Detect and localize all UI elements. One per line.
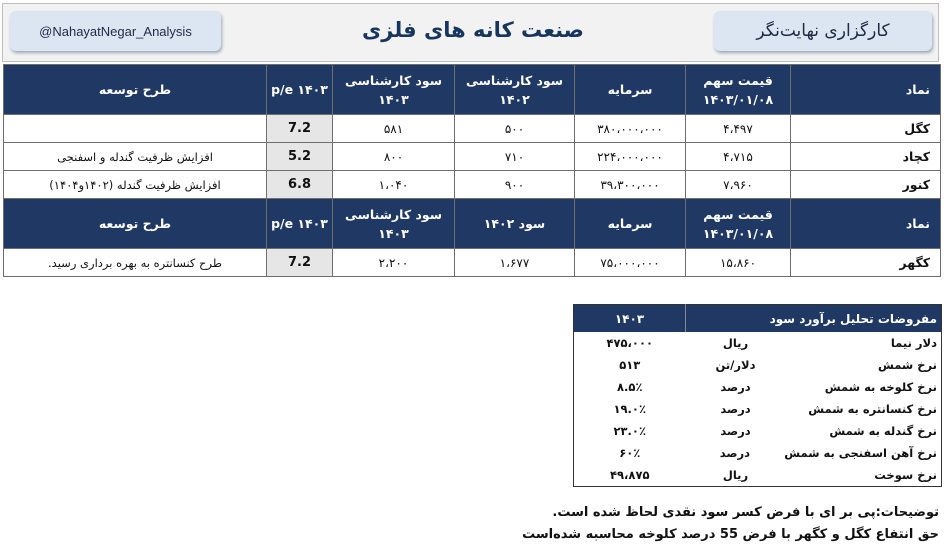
assumption-unit: درصد xyxy=(719,446,750,460)
assumption-unit: درصد xyxy=(720,402,751,416)
row-plan: افزایش ظرفیت گندله (۱۴۰۲و۱۴۰۴) xyxy=(4,171,267,199)
brand-badge xyxy=(714,11,932,51)
row-symbol: کگهر xyxy=(791,249,941,277)
header2-eps1403-year: ۱۴۰۳ xyxy=(378,225,409,241)
row-capital: ۷۵،۰۰۰،۰۰۰ xyxy=(575,249,686,277)
header-eps1403 xyxy=(333,65,455,115)
brand-name: کارگزاری نهایت‌نگر xyxy=(756,21,890,41)
header2-capital: سرمایه xyxy=(575,199,686,249)
assumption-unit: درصد xyxy=(720,424,751,438)
assumptions-header xyxy=(574,305,942,333)
assumption-value: ۴۹،۸۷۵ xyxy=(610,468,650,482)
row-capital: ۳۹،۳۰۰،۰۰۰ xyxy=(575,171,686,199)
assumption-label-cell xyxy=(686,420,942,442)
row-eps1403: ۵۸۱ xyxy=(333,115,455,143)
assumption-unit: درصد xyxy=(720,380,751,394)
row-capital: ۳۸۰،۰۰۰،۰۰۰ xyxy=(575,115,686,143)
row-price: ۴،۴۹۷ xyxy=(686,115,791,143)
header-bar xyxy=(2,3,939,62)
assumption-value: ۵۱۳ xyxy=(619,358,641,372)
assumptions-table xyxy=(573,304,942,487)
assumption-unit: ریال xyxy=(722,336,749,350)
row-pe: 5.2 xyxy=(267,143,333,171)
assumption-name: دلار نیما xyxy=(890,336,937,350)
assumption-label-cell xyxy=(686,354,942,376)
row-eps1403: ۸۰۰ xyxy=(333,143,455,171)
note-line-2: حق انتفاع کگل و کگهر با فرض 55 درصد کلوخه محاسبه شده‌است xyxy=(522,527,939,542)
row-pe: 6.8 xyxy=(267,171,333,199)
table-header-row xyxy=(4,65,941,115)
header-eps1402-year: ۱۴۰۲ xyxy=(499,91,530,107)
row-eps1403: ۲،۲۰۰ xyxy=(333,249,455,277)
assumption-label-cell xyxy=(686,376,942,398)
assumption-value: ۲۳.۰٪ xyxy=(613,424,646,438)
assumption-name: نرخ کنسانتره به شمش xyxy=(808,402,937,416)
header2-eps1403 xyxy=(333,199,455,249)
header-eps1403-year: ۱۴۰۳ xyxy=(378,91,409,107)
assumption-row xyxy=(574,464,942,487)
header-plan: طرح توسعه xyxy=(4,65,267,115)
assumption-value: ۸.۵٪ xyxy=(617,380,643,394)
header-eps1402-label: سود کارشناسی xyxy=(465,72,564,88)
row-pe: 7.2 xyxy=(267,115,333,143)
header2-price xyxy=(686,199,791,249)
assumption-label-cell xyxy=(686,442,942,464)
assumption-unit: دلار/تن xyxy=(715,358,756,372)
assumption-name: نرخ گندله به شمش xyxy=(829,424,937,438)
row-plan: افزایش ظرفیت گندله و اسفنجی xyxy=(4,143,267,171)
row-eps1402: ۵۰۰ xyxy=(455,115,575,143)
row-symbol: کچاد xyxy=(791,143,941,171)
table-row xyxy=(4,171,941,199)
header2-plan: طرح توسعه xyxy=(4,199,267,249)
page-title: صنعت کانه های فلزی xyxy=(362,18,584,42)
row-eps1402: ۷۱۰ xyxy=(455,143,575,171)
row-plan: طرح کنسانتره به بهره برداری رسید. xyxy=(4,249,267,277)
header-pe: p/e ۱۴۰۳ xyxy=(267,65,333,115)
note-line-1: توضیحات:پی بر ای با فرض کسر سود نقدی لحاظ شده است. xyxy=(552,505,939,520)
row-capital: ۲۲۴،۰۰۰،۰۰۰ xyxy=(575,143,686,171)
assumption-unit: ریال xyxy=(722,468,749,482)
header-price xyxy=(686,65,791,115)
assumption-value: ۱۹.۰٪ xyxy=(613,402,646,416)
row-price: ۱۵،۸۶۰ xyxy=(686,249,791,277)
row-plan xyxy=(4,115,267,143)
stocks-table xyxy=(3,64,941,277)
assumption-name: نرخ کلوخه به شمش xyxy=(824,380,937,394)
row-eps1402: ۱،۶۷۷ xyxy=(455,249,575,277)
header2-symbol: نماد xyxy=(791,199,941,249)
assumption-name: نرخ سوخت xyxy=(874,468,937,482)
header2-eps1403-label: سود کارشناسی xyxy=(344,206,443,222)
assumptions-year: ۱۴۰۳ xyxy=(574,305,686,333)
channel-handle: @NahayatNegar_Analysis xyxy=(39,23,192,39)
header-capital: سرمایه xyxy=(575,65,686,115)
row-eps1403: ۱،۰۴۰ xyxy=(333,171,455,199)
row-pe: 7.2 xyxy=(267,249,333,277)
header-price-date: ۱۴۰۳/۰۱/۰۸ xyxy=(702,91,774,107)
assumption-label-cell xyxy=(686,464,942,487)
assumption-label-cell xyxy=(686,398,942,420)
assumption-label-cell xyxy=(686,332,942,354)
assumption-row xyxy=(574,442,942,464)
assumption-row xyxy=(574,398,942,420)
assumption-name: نرخ آهن اسفنجی به شمش xyxy=(784,446,937,460)
header2-price-label: قیمت سهم xyxy=(703,206,773,222)
channel-handle-badge xyxy=(10,11,221,51)
assumption-row xyxy=(574,420,942,442)
row-symbol: کنور xyxy=(791,171,941,199)
row-price: ۴،۷۱۵ xyxy=(686,143,791,171)
header-eps1403-label: سود کارشناسی xyxy=(344,72,443,88)
assumption-name: نرخ شمش xyxy=(877,358,937,372)
header-price-label: قیمت سهم xyxy=(703,72,773,88)
assumption-row xyxy=(574,376,942,398)
assumption-row xyxy=(574,332,942,354)
header-eps1402 xyxy=(455,65,575,115)
row-price: ۷،۹۶۰ xyxy=(686,171,791,199)
header-symbol: نماد xyxy=(791,65,941,115)
row-symbol: کگل xyxy=(791,115,941,143)
header2-pe: p/e ۱۴۰۳ xyxy=(267,199,333,249)
table-row xyxy=(4,143,941,171)
assumption-value: ۶۰٪ xyxy=(619,446,641,460)
assumption-value: ۴۷۵،۰۰۰ xyxy=(606,336,653,350)
table-row xyxy=(4,249,941,277)
header2-eps1402: سود ۱۴۰۲ xyxy=(455,199,575,249)
assumption-row xyxy=(574,354,942,376)
assumptions-title: مفروضات تحلیل برآورد سود xyxy=(686,305,942,333)
header2-price-date: ۱۴۰۳/۰۱/۰۸ xyxy=(702,225,774,241)
table-row xyxy=(4,115,941,143)
row-eps1402: ۹۰۰ xyxy=(455,171,575,199)
table-header-row-2 xyxy=(4,199,941,249)
